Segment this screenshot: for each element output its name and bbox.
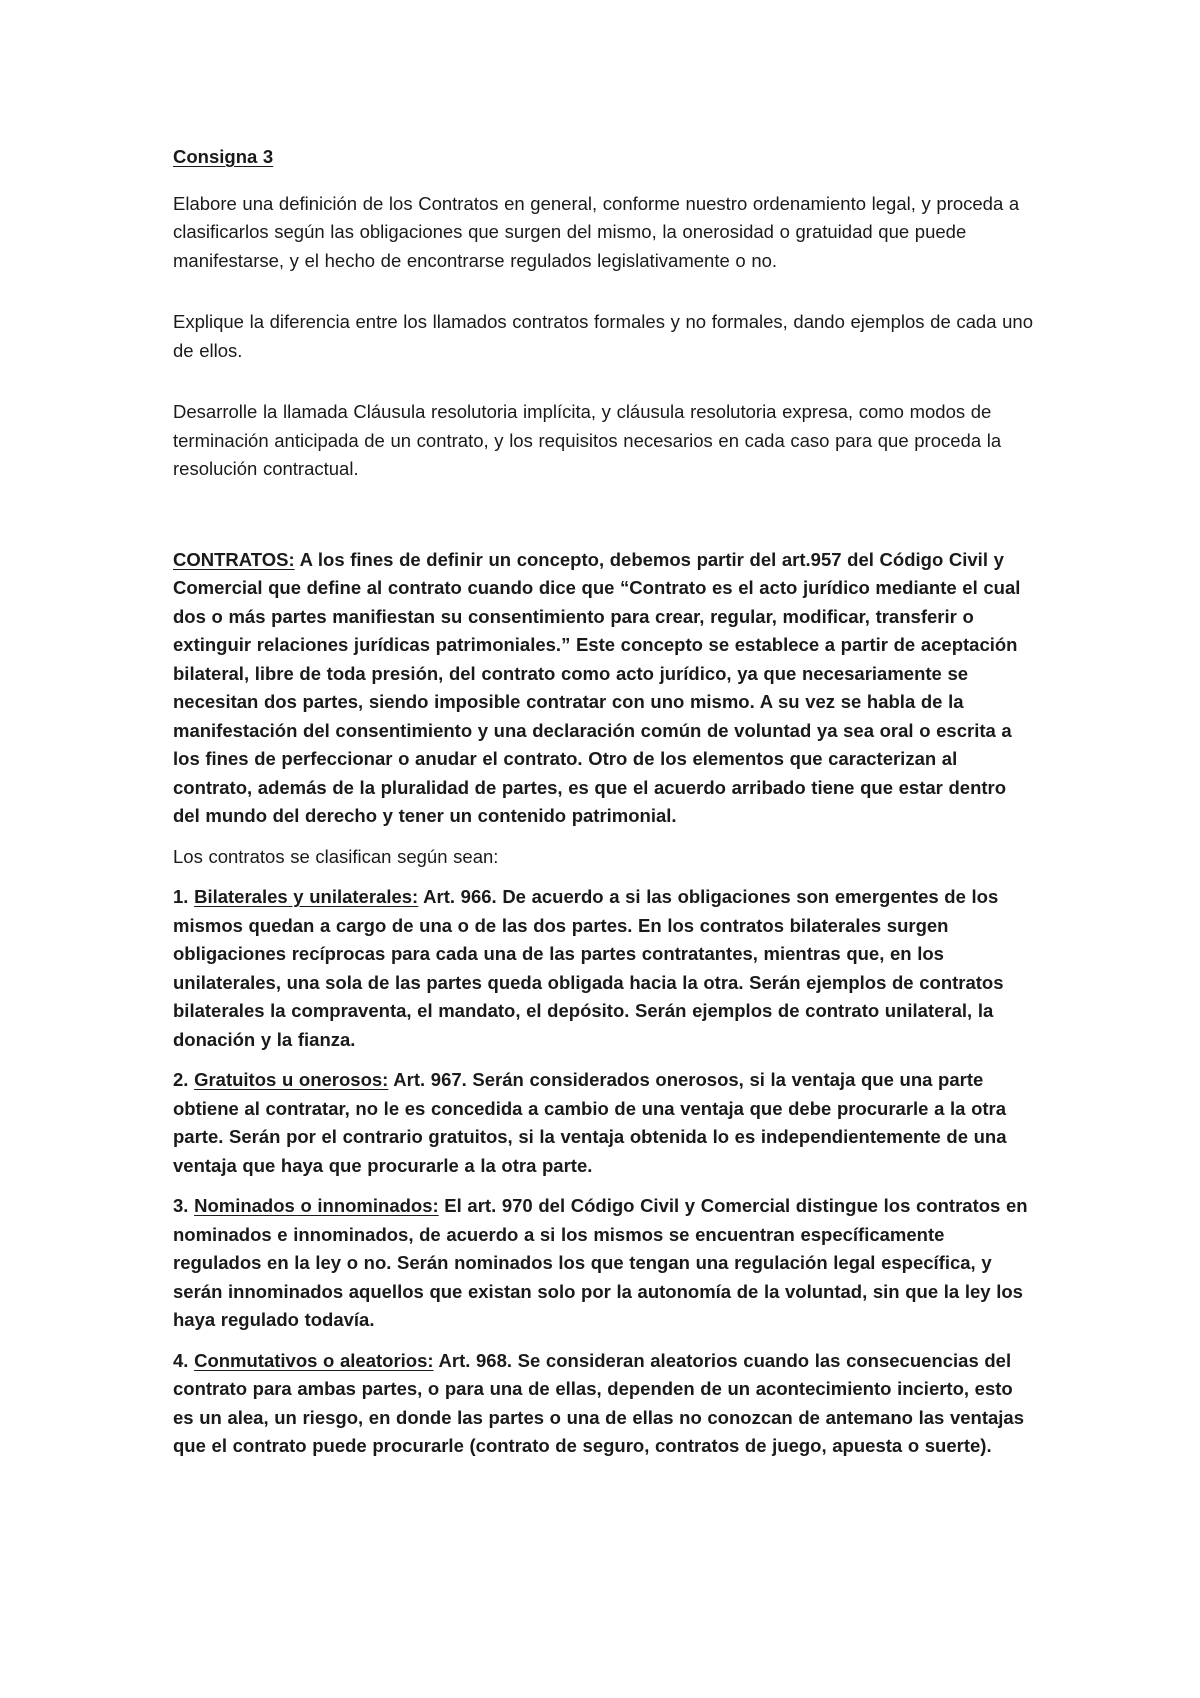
item-number: 2. [173,1069,195,1090]
document-page [173,143,1033,1473]
item-label: Conmutativos o aleatorios: [194,1349,434,1371]
item-label: Nominados o innominados: [194,1195,439,1216]
contratos-paragraph [173,546,1033,831]
item-number: 3. [173,1195,195,1216]
list-item [173,1192,1033,1335]
list-item [173,1347,1033,1461]
item-text: El art. 970 del Código Civil y Comercial distingue los contratos en nominados e innominados, de acuerdo a si los mismos se encuentran específicamente regulados en la ley o no. Serán nominados los que tengan una regulación legal específica, y serán innominados aquellos que existan solo por la autonomía de la voluntad, sin que la ley los haya regulado todavía. [173,1195,1028,1330]
question-1: Elabore una definición de los Contratos en general, conforme nuestro ordenamiento legal, y proceda a clasificarlos según las obligaciones que surgen del mismo, la onerosidad o gratuidad que puede manifestarse, y el hecho de encontrarse regulados legislativamente o no. [173,192,1020,271]
item-number: 1. [173,886,195,907]
list-item [173,883,1033,1054]
item-label: Bilaterales y unilaterales: [194,886,419,907]
contratos-text: A los fines de definir un concepto, debemos partir del art.957 del Código Civil y Comercial que define al contrato cuando dice que “Contrato es el acto jurídico mediante el cual dos o más partes manifiestan su consentimiento para crear, regular, modificar, transferir o extinguir relaciones jurídicas patrimoniales.” Este concepto se establece a partir de aceptación bilateral, libre de toda presión, del contrato como acto jurídico, ya que necesariamente se necesitan dos partes, siendo imposible contratar con uno mismo. A su vez se habla de la manifestación del consentimiento y una declaración común de voluntad ya sea oral o escrita a los fines de perfeccionar o anudar el contrato. Otro de los elementos que caracterizan al contrato, además de la pluralidad de partes, es que el acuerdo arribado tiene que estar dentro del mundo del derecho y tener un contenido patrimonial. [173,548,1021,826]
item-label: Gratuitos u onerosos: [194,1069,389,1090]
clasificacion-intro: Los contratos se clasifican según sean: [173,845,499,867]
contratos-label: CONTRATOS: [173,548,295,570]
item-text: Art. 968. Se consideran aleatorios cuando las consecuencias del contrato para ambas partes, o para una de ellas, dependen de un acontecimiento incierto, esto es un alea, un riesgo, en donde las partes o una de ellas no conozcan de antemano las ventajas que el contrato puede procurarle (contrato de seguro, contratos de juego, apuesta o suerte). [173,1349,1025,1456]
list-item [173,1066,1033,1180]
question-3: Desarrolle la llamada Cláusula resolutoria implícita, y cláusula resolutoria expresa, como modos de terminación anticipada de un contrato, y los requisitos necesarios en cada caso para que proceda la resolución contractual. [173,401,1002,479]
document-title: Consigna 3 [173,146,274,167]
item-text: Art. 966. De acuerdo a si las obligaciones son emergentes de los mismos quedan a cargo de una o de las dos partes. En los contratos bilaterales surgen obligaciones recíprocas para cada una de las partes contratantes, mientras que, en los unilaterales, una sola de las partes queda obligada hacia la otra. Serán ejemplos de contratos bilaterales la compraventa, el mandato, el depósito. Serán ejemplos de contrato unilateral, la donación y la fianza. [173,886,1004,1050]
question-2: Explique la diferencia entre los llamados contratos formales y no formales, dando ejemplos de cada uno de ellos. [173,311,1034,361]
item-text: Art. 967. Serán considerados onerosos, si la ventaja que una parte obtiene al contratar, no le es concedida a cambio de una ventaja que debe procurarle a la otra parte. Serán por el contrario gratuitos, si la ventaja obtenida lo es independientemente de una ventaja que haya que procurarle a la otra parte. [173,1069,1007,1176]
item-number: 4. [173,1349,195,1371]
